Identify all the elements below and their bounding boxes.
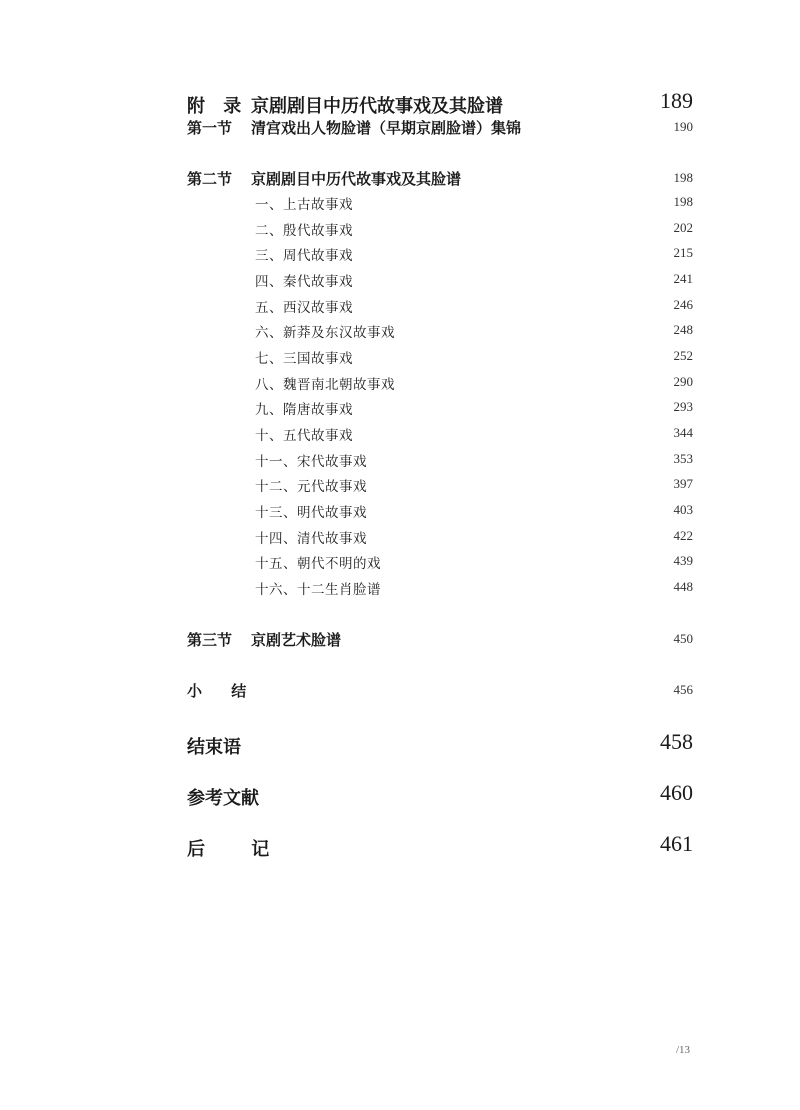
entry-title: 京剧艺术脸谱	[251, 631, 342, 649]
item-label: 十四、清代故事戏	[255, 531, 367, 547]
item-page: 293	[673, 399, 693, 414]
entry-label: 第三节	[187, 631, 233, 649]
item-page: 422	[673, 528, 693, 543]
entry-label: 附 录	[187, 96, 248, 117]
item-page: 252	[673, 348, 693, 363]
entry-label: 结束语	[187, 737, 241, 758]
item-label: 八、魏晋南北朝故事戏	[255, 377, 395, 393]
item-label: 九、隋唐故事戏	[255, 402, 353, 418]
page-marker: /13	[676, 1044, 691, 1056]
entry-label: 第一节	[187, 119, 233, 137]
entry-label: 参考文献	[187, 788, 259, 809]
entry-title: 京剧剧目中历代故事戏及其脸谱	[251, 170, 462, 188]
toc-entry-postscript[interactable]	[187, 829, 693, 859]
item-page: 241	[673, 271, 693, 286]
toc-entry-references[interactable]	[187, 778, 693, 808]
item-page: 202	[673, 220, 693, 235]
item-label: 十六、十二生肖脸谱	[255, 582, 381, 598]
toc-entry-section-1[interactable]	[187, 111, 693, 141]
toc-item[interactable]	[187, 571, 693, 601]
item-page: 397	[673, 476, 693, 491]
item-page: 248	[673, 322, 693, 337]
item-page: 353	[673, 451, 693, 466]
item-page: 344	[673, 425, 693, 440]
item-page: 198	[673, 194, 693, 209]
item-label: 二、殷代故事戏	[255, 223, 353, 239]
toc-entry-summary[interactable]	[187, 674, 693, 704]
item-label: 十一、宋代故事戏	[255, 454, 367, 470]
entry-label: 小 结	[187, 682, 259, 700]
entry-page: 198	[673, 170, 693, 185]
entry-title: 清宫戏出人物脸谱（早期京剧脸谱）集锦	[251, 119, 522, 137]
item-label: 三、周代故事戏	[255, 248, 353, 264]
entry-page: 456	[673, 682, 693, 697]
item-label: 五、西汉故事戏	[255, 300, 353, 316]
item-label: 七、三国故事戏	[255, 351, 353, 367]
entry-label: 后 记	[187, 839, 290, 860]
item-page: 439	[673, 553, 693, 568]
item-page: 246	[673, 297, 693, 312]
entry-page: 450	[673, 631, 693, 646]
entry-label: 第二节	[187, 170, 233, 188]
item-page: 448	[673, 579, 693, 594]
toc-entry-closing[interactable]	[187, 727, 693, 757]
item-page: 403	[673, 502, 693, 517]
item-label: 六、新莽及东汉故事戏	[255, 325, 395, 341]
toc-entry-section-3[interactable]	[187, 623, 693, 653]
entry-page: 190	[673, 119, 693, 134]
entry-page: 460	[660, 780, 693, 805]
item-label: 十三、明代故事戏	[255, 505, 367, 521]
item-label: 十、五代故事戏	[255, 428, 353, 444]
item-label: 十二、元代故事戏	[255, 479, 367, 495]
entry-page: 461	[660, 831, 693, 856]
item-page: 215	[673, 245, 693, 260]
item-label: 四、秦代故事戏	[255, 274, 353, 290]
item-page: 290	[673, 374, 693, 389]
item-label: 十五、朝代不明的戏	[255, 556, 381, 572]
entry-page: 458	[660, 729, 693, 754]
entry-title: 京剧剧目中历代故事戏及其脸谱	[251, 96, 503, 117]
item-label: 一、上古故事戏	[255, 197, 353, 213]
entry-page: 189	[660, 88, 693, 113]
